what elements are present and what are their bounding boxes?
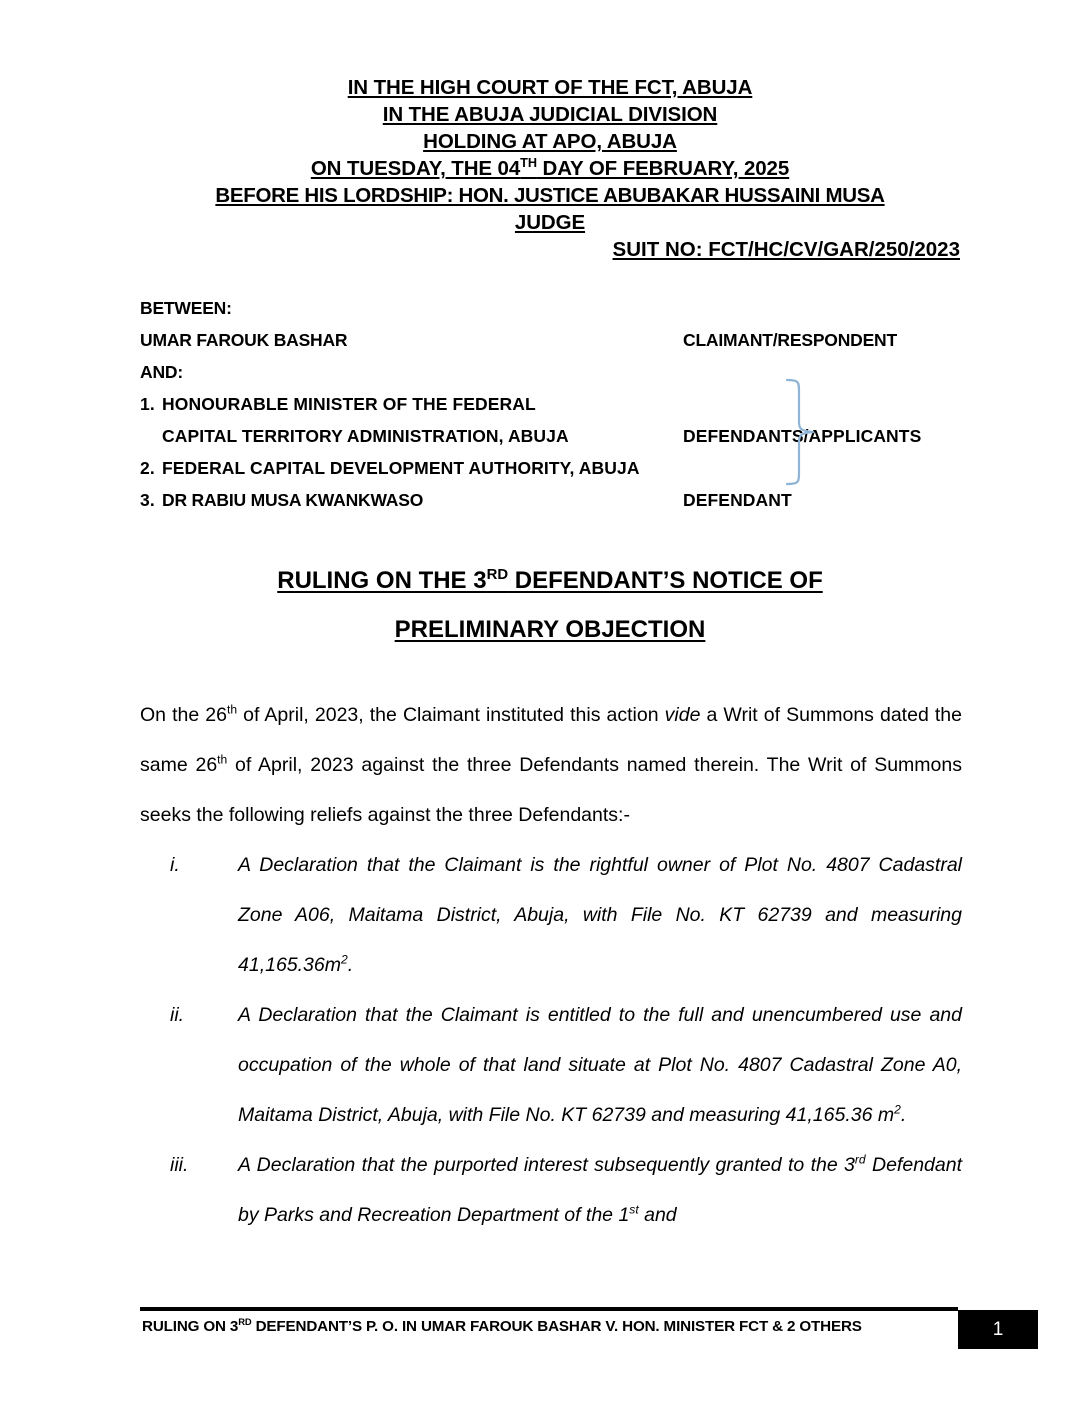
- ruling-title-suffix: DEFENDANT’S NOTICE OF: [508, 567, 823, 594]
- header-line-judge: [140, 209, 960, 236]
- defendant-1-row-line1: [140, 388, 970, 420]
- header-line-date: [140, 155, 960, 182]
- header-line-judge-text: JUDGE: [514, 211, 586, 234]
- defendant-role: DEFENDANT: [683, 490, 792, 510]
- relief-item-superscript: 2: [894, 1102, 901, 1117]
- intro-vide-italic: vide: [664, 703, 701, 726]
- relief-item-text-tail: .: [347, 954, 354, 976]
- header-line-court: [140, 74, 960, 101]
- defendant-2-number: 2.: [140, 458, 155, 478]
- relief-item-text-tail: .: [900, 1104, 907, 1126]
- header-line-date-text: [311, 157, 789, 180]
- defendant-1-name-line2: CAPITAL TERRITORY ADMINISTRATION, ABUJA: [162, 426, 569, 446]
- footer-divider: [140, 1307, 958, 1311]
- court-header: [140, 74, 960, 236]
- suit-number-text: SUIT NO: FCT/HC/CV/GAR/250/2023: [612, 238, 960, 261]
- relief-item-text: A Declaration that the Claimant is the rightful owner of Plot No. 4807 Cadastral Zone A06, Maitama District, Abuja, with File No. KT 62739 and measuring 41,165.36m: [238, 854, 962, 976]
- sitting-date-prefix: ON TUESDAY, THE 04: [310, 157, 521, 180]
- sitting-date-suffix: DAY OF FEBRUARY, 2025: [536, 157, 790, 180]
- between-label: BETWEEN:: [140, 298, 232, 318]
- intro-ordinal-1: th: [226, 702, 238, 716]
- header-line-before-text: BEFORE HIS LORDSHIP: HON. JUSTICE ABUBAKAR HUSSAINI MUSA: [215, 184, 885, 207]
- defendant-1-name-line1: HONOURABLE MINISTER OF THE FEDERAL: [162, 394, 536, 414]
- relief-item-text: A Declaration that the purported interest subsequently granted to the 3: [238, 1154, 855, 1176]
- footer-caption: [142, 1315, 862, 1335]
- relief-item-text-tail: and: [638, 1204, 677, 1226]
- intro-part-d: of April, 2023 against the three Defendants named therein. The Writ of Summons seeks the following reliefs against the three Defendants:-: [140, 753, 962, 826]
- defendants-applicants-role: DEFENDANTS/APPLICANTS: [683, 426, 922, 446]
- header-line-division: [140, 101, 960, 128]
- header-line-holding-text: HOLDING AT APO, ABUJA: [423, 130, 677, 153]
- intro-part-a: On the 26: [140, 703, 227, 726]
- claimant-role: CLAIMANT/RESPONDENT: [683, 330, 897, 350]
- reliefs-list: [170, 840, 962, 1240]
- relief-item: [170, 990, 962, 1140]
- intro-part-c: a Writ of Summons dated the same 26: [140, 703, 962, 776]
- relief-item-number: i.: [170, 854, 180, 876]
- and-label: AND:: [140, 362, 183, 382]
- ruling-title-line-1-text: [277, 567, 823, 594]
- claimant-row: [140, 324, 970, 356]
- parties-block: [140, 292, 970, 516]
- ruling-title-line-2: [140, 605, 960, 654]
- header-line-court-text: IN THE HIGH COURT OF THE FCT, ABUJA: [347, 76, 753, 99]
- intro-part-b: of April, 2023, the Claimant instituted this action: [237, 703, 665, 726]
- defendant-3-name: DR RABIU MUSA KWANKWASO: [162, 490, 424, 510]
- relief-item-number: ii.: [170, 1004, 185, 1026]
- relief-item-superscript-2: st: [629, 1202, 639, 1217]
- and-row: [140, 356, 970, 388]
- header-line-holding: [140, 128, 960, 155]
- relief-item-text: A Declaration that the Claimant is entitled to the full and unencumbered use and occupation of the whole of that land situate at Plot No. 4807 Cadastral Zone A0, Maitama District, Abuja, with File No. KT 62739 and measuring 41,165.36 m: [238, 1004, 962, 1126]
- header-line-division-text: IN THE ABUJA JUDICIAL DIVISION: [382, 103, 718, 126]
- defendant-2-name: FEDERAL CAPITAL DEVELOPMENT AUTHORITY, ABUJA: [162, 458, 640, 478]
- intro-ordinal-2: th: [217, 752, 228, 766]
- defendant-2-row: [140, 452, 970, 484]
- footer-caption-suffix: DEFENDANT’S P. O. IN UMAR FAROUK BASHAR V. HON. MINISTER FCT & 2 OTHERS: [251, 1318, 862, 1335]
- claimant-name: UMAR FAROUK BASHAR: [140, 330, 348, 350]
- ruling-title-prefix: RULING ON THE 3: [277, 567, 487, 594]
- relief-item-superscript: 2: [341, 952, 348, 967]
- ruling-title: [140, 556, 960, 654]
- defendant-1-number: 1.: [140, 394, 155, 414]
- relief-item-text-mid: Defendant by Parks and Recreation Department of the 1: [238, 1154, 962, 1226]
- defendant-3-row: [140, 484, 970, 516]
- relief-item-superscript: rd: [854, 1152, 866, 1167]
- relief-item: [170, 840, 962, 990]
- header-line-before: [140, 182, 960, 209]
- intro-paragraph: [140, 690, 962, 840]
- ruling-title-line-2-text: PRELIMINARY OBJECTION: [394, 616, 706, 643]
- page-number-badge: 1: [958, 1310, 1038, 1349]
- footer-caption-prefix: RULING ON 3: [142, 1318, 239, 1335]
- ruling-title-ordinal: RD: [486, 567, 509, 583]
- relief-item-number: iii.: [170, 1154, 189, 1176]
- sitting-date-ordinal: TH: [520, 155, 537, 171]
- suit-number: [140, 236, 960, 263]
- ruling-title-line-1: [140, 556, 960, 605]
- relief-item: [170, 1140, 962, 1240]
- footer-caption-ordinal: RD: [238, 1315, 252, 1327]
- defendant-3-number: 3.: [140, 490, 155, 510]
- defendant-1-row-line2: [140, 420, 970, 452]
- brace-icon: [785, 378, 827, 486]
- between-row: [140, 292, 970, 324]
